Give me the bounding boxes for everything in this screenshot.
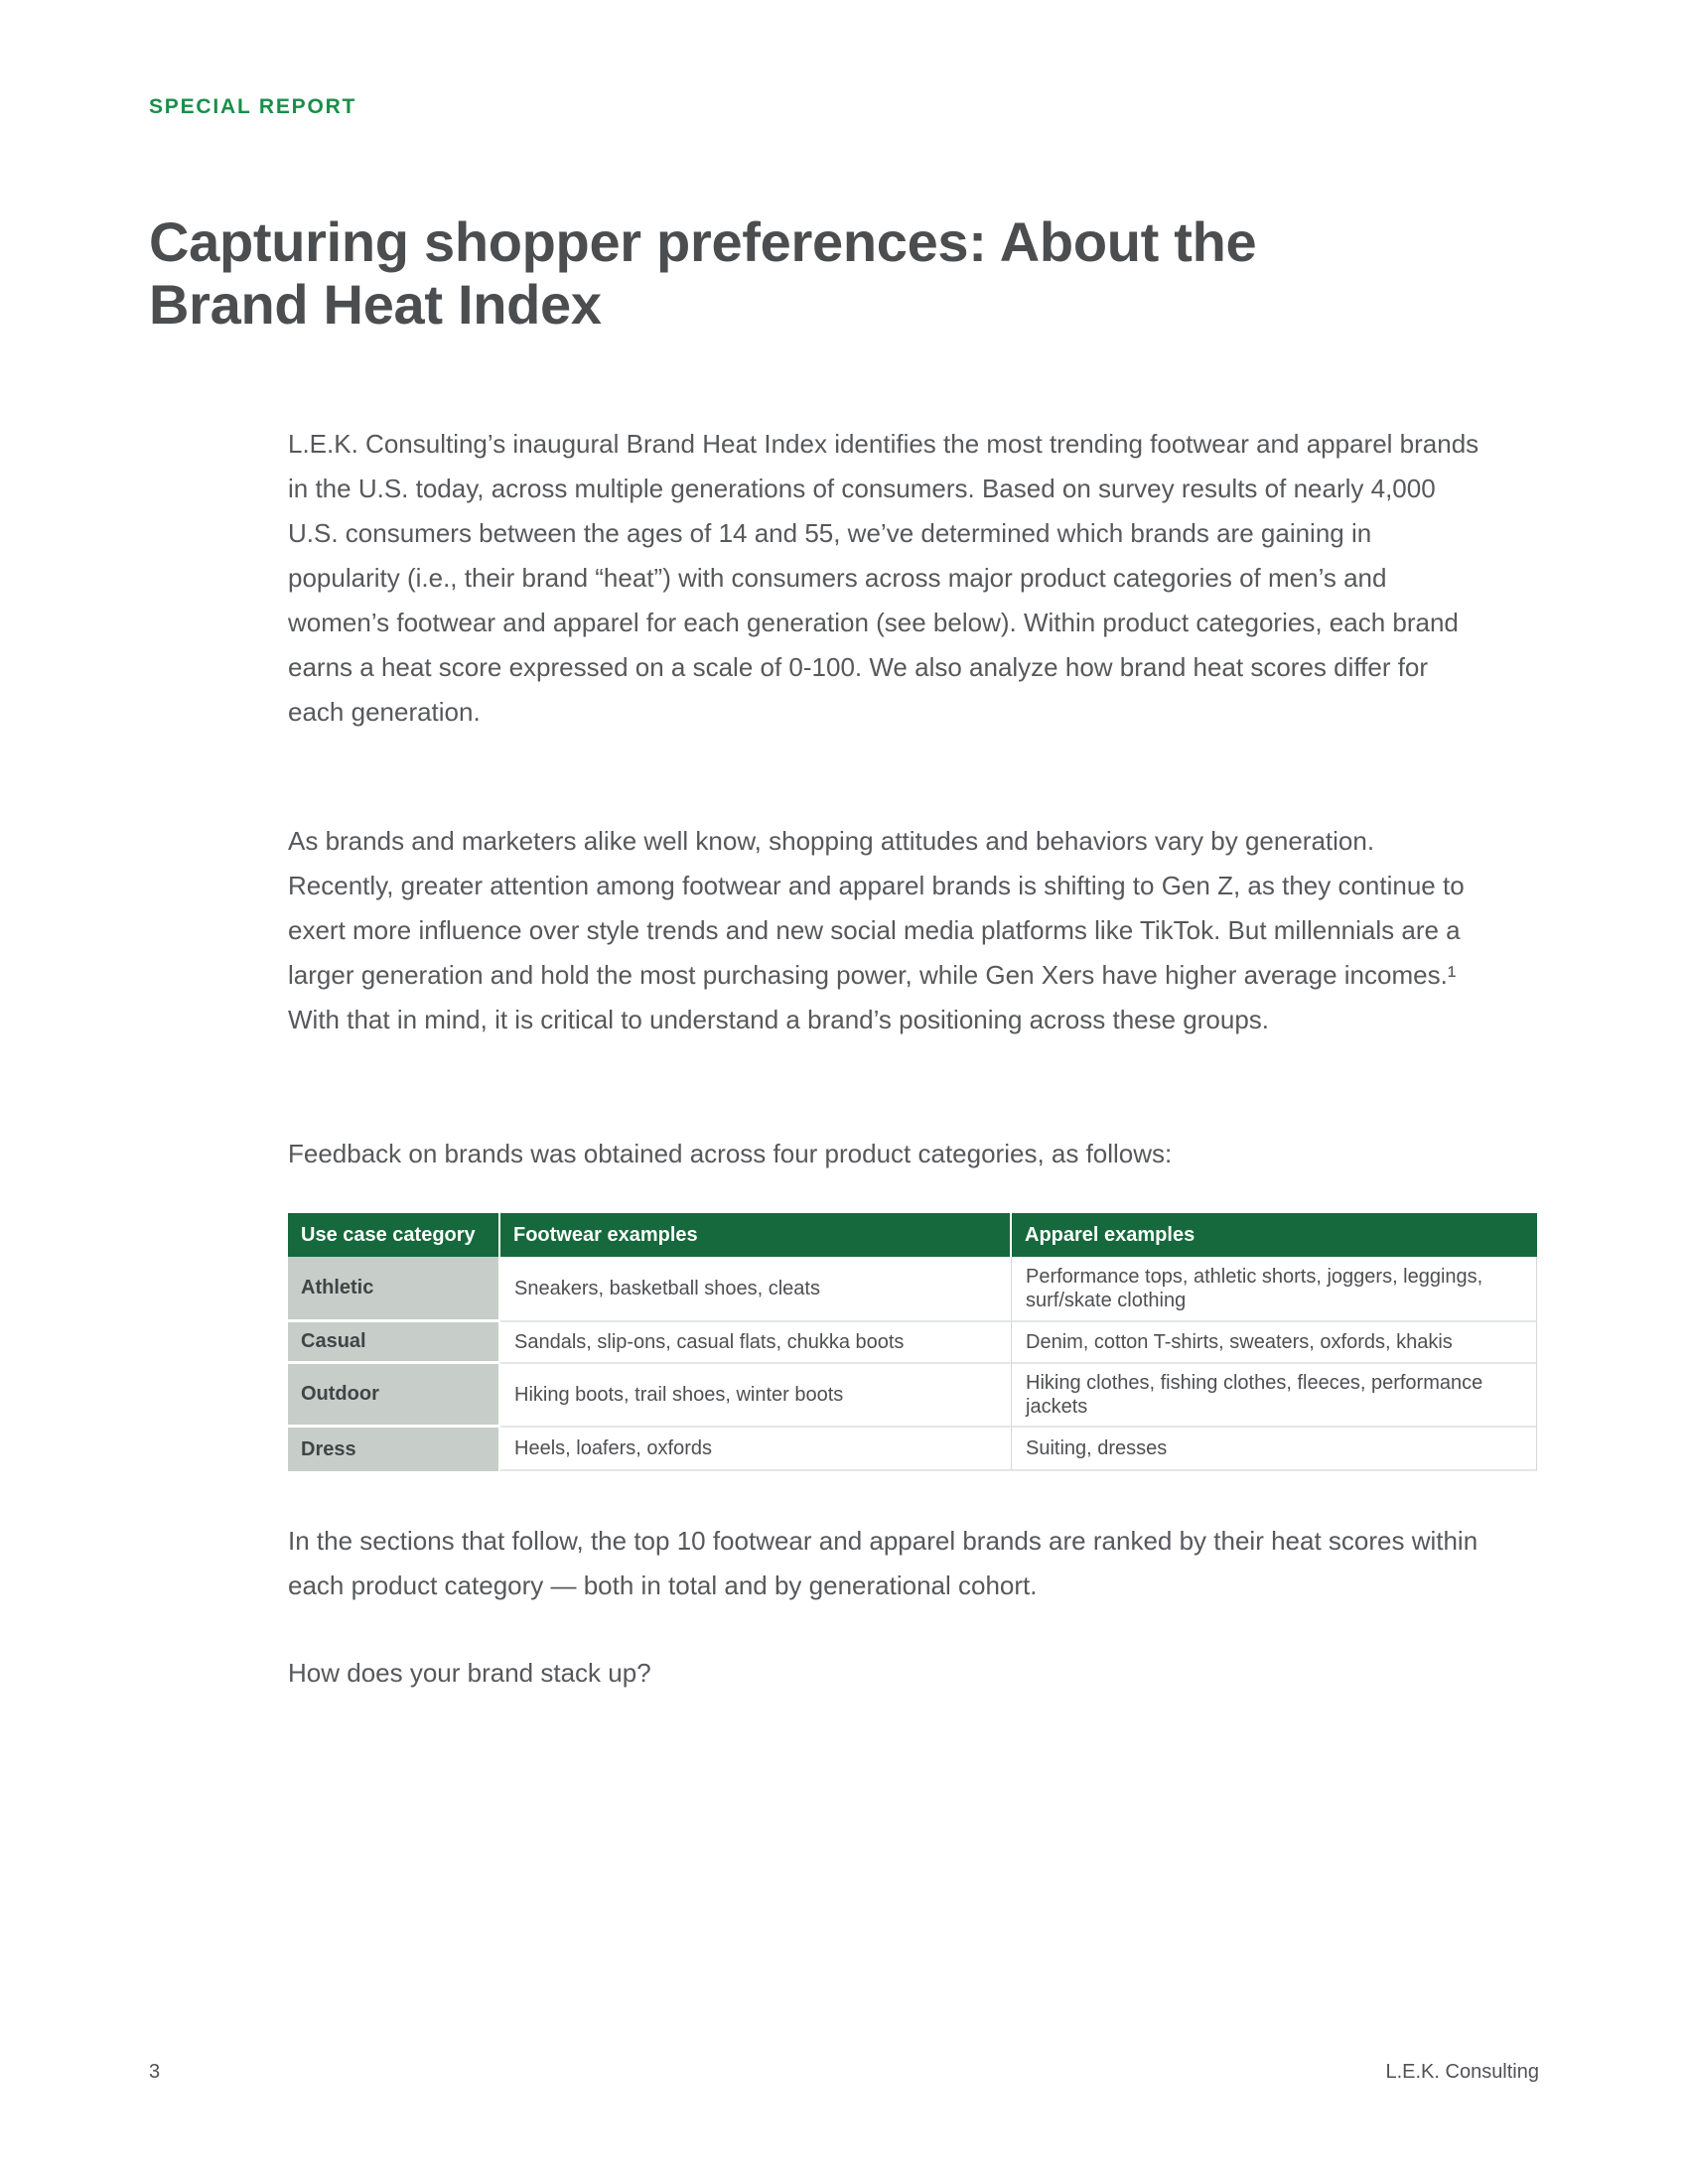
category-cell-outdoor: Outdoor [288, 1364, 500, 1428]
apparel-cell-dress: Suiting, dresses [1012, 1428, 1537, 1471]
apparel-cell-athletic: Performance tops, athletic shorts, joggers, leggings, surf/skate clothing [1012, 1257, 1537, 1322]
feedback-paragraph: Feedback on brands was obtained across four product categories, as follows: [288, 1139, 1173, 1168]
apparel-cell-outdoor: Hiking clothes, fishing clothes, fleeces, performance jackets [1012, 1364, 1537, 1428]
page-title [149, 210, 1256, 336]
footwear-cell-athletic: Sneakers, basketball shoes, cleats [500, 1257, 1012, 1322]
use-case-table [288, 1213, 1537, 1471]
footer-brand: L.E.K. Consulting [1385, 2061, 1539, 2083]
column-header-footwear-examples: Footwear examples [500, 1213, 1012, 1257]
footwear-cell-dress: Heels, loafers, oxfords [500, 1428, 1012, 1471]
column-header-use-case-category: Use case category [288, 1213, 500, 1257]
closing-question: How does your brand stack up? [288, 1658, 651, 1688]
apparel-cell-casual: Denim, cotton T-shirts, sweaters, oxfords, khakis [1012, 1322, 1537, 1364]
page-footer [149, 2061, 1539, 2084]
footwear-cell-outdoor: Hiking boots, trail shoes, winter boots [500, 1364, 1012, 1428]
column-header-apparel-examples: Apparel examples [1012, 1213, 1537, 1257]
special-report-eyebrow: SPECIAL REPORT [149, 95, 357, 118]
category-cell-athletic: Athletic [288, 1257, 500, 1322]
category-cell-dress: Dress [288, 1428, 500, 1471]
category-cell-casual: Casual [288, 1322, 500, 1364]
page-title-line-1: Capturing shopper preferences: About the [149, 210, 1257, 273]
generations-paragraph: As brands and marketers alike well know, shopping attitudes and behaviors vary by generation. Recently, greater attention among footwear and apparel brands is shifting to Gen Z, as they continue to exert more influence over style trends and new social media platforms like TikTok. But millennials are a larger generation and hold the most purchasing power, while Gen Xers have higher average incomes.¹ With that in mind, it is critical to understand a brand’s positioning across these groups. [288, 826, 1465, 1034]
intro-paragraph: L.E.K. Consulting’s inaugural Brand Heat Index identifies the most trending footwear and apparel brands in the U.S. today, across multiple generations of consumers. Based on survey results of nearly 4,000 U.S. consumers between the ages of 14 and 55, we’ve determined which brands are gaining in popularity (i.e., their brand “heat”) with consumers across major product categories of men’s and women’s footwear and apparel for each generation (see below). Within product categories, each brand earns a heat score expressed on a scale of 0-100. We also analyze how brand heat scores differ for each generation. [288, 429, 1479, 727]
sections-paragraph: In the sections that follow, the top 10 footwear and apparel brands are ranked by their heat scores within each product category — both in total and by generational cohort. [288, 1526, 1478, 1600]
page-title-line-2: Brand Heat Index [149, 273, 602, 336]
footwear-cell-casual: Sandals, slip-ons, casual flats, chukka boots [500, 1322, 1012, 1364]
page-number: 3 [149, 2061, 161, 2083]
